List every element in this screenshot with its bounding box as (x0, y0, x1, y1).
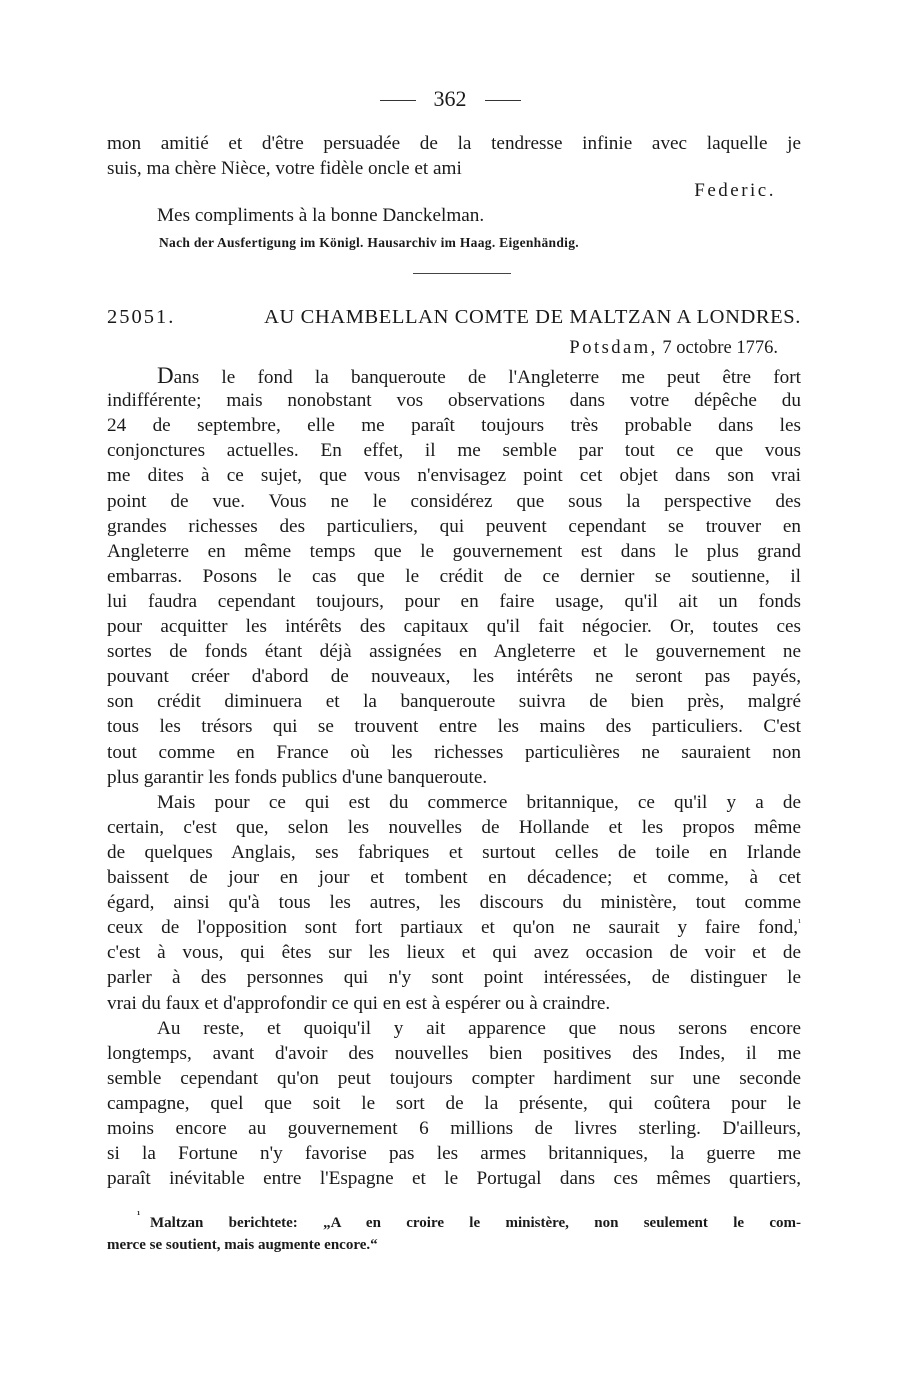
body-line: Angleterre en même temps que le gouvernement est dans le plus grand (107, 541, 801, 562)
continued-line-1: mon amitié et d'être persuadée de la tendresse infinie avec laquelle je (107, 133, 801, 154)
footnote-marker: ¹ (137, 1209, 141, 1221)
body-line: tout comme en France où les richesses particulières ne sauraient non (107, 742, 801, 763)
body-line: plus garantir les fonds publics d'une banqueroute. (107, 767, 488, 788)
letter-title: AU CHAMBELLAN COMTE DE MALTZAN A LONDRES. (264, 306, 801, 328)
page-number: 362 (433, 86, 467, 111)
body-line: pouvant créer d'abord de nouveaux, les intérêts ne seront pas payés, (107, 666, 801, 687)
continued-line-2: suis, ma chère Nièce, votre fidèle oncle et ami (107, 158, 462, 179)
body-line: semble cependant qu'on peut toujours compter hardiment sur une seconde (107, 1068, 801, 1089)
body-line: embarras. Posons le cas que le crédit de ce dernier se soutienne, il (107, 566, 801, 587)
body-line: si la Fortune n'y favorise pas les armes britanniques, la guerre me (107, 1143, 801, 1164)
place-date (569, 336, 778, 360)
letter-place: Potsdam, (569, 338, 658, 358)
footnote-line: Maltzan berichtete: „A en croire le ministère, non seulement le com- (150, 1215, 801, 1231)
body-line: certain, c'est que, selon les nouvelles de Hollande et les propos même (107, 817, 801, 838)
body-line: indifférente; mais nonobstant vos observations dans votre dépêche du (107, 390, 801, 411)
body-line: vrai du faux et d'approfondir ce qui en est à espérer ou à craindre. (107, 993, 611, 1014)
source-note: Nach der Ausfertigung im Königl. Hausarchiv im Haag. Eigenhändig. (159, 235, 579, 250)
page-number-header (0, 84, 900, 114)
body-line: Au reste, et quoiqu'il y ait apparence que nous serons encore (157, 1018, 801, 1039)
body-line: son crédit diminuera et la banqueroute suivra de bien près, malgré (107, 691, 801, 712)
body-line: campagne, quel que soit le sort de la présente, qui coûtera pour le (107, 1093, 801, 1114)
body-line: grandes richesses des particuliers, qui peuvent cependant se trouver en (107, 516, 801, 537)
body-line: de quelques Anglais, ses fabriques et surtout celles de toile en Irlande (107, 842, 801, 863)
signature: Federic. (694, 180, 776, 201)
section-separator (413, 273, 511, 274)
body-line: point de vue. Vous ne le considérez que sous la perspective des (107, 491, 801, 512)
body-line: c'est à vous, qui êtes sur les lieux et qui avez occasion de voir et de (107, 942, 801, 963)
body-line: paraît inévitable entre l'Espagne et le Portugal dans ces mêmes quartiers, (107, 1168, 801, 1189)
header-dash-right (485, 100, 521, 101)
body-line: 24 de septembre, elle me paraît toujours très probable dans les (107, 415, 801, 436)
initial-letter: D (157, 363, 174, 388)
body-line: parler à des personnes qui n'y sont point intéressées, de distinguer le (107, 967, 801, 988)
postscript: Mes compliments à la bonne Danckelman. (157, 205, 485, 226)
body-line: conjonctures actuelles. En effet, il me semble par tout ce que vous (107, 440, 801, 461)
letter-date: 7 octobre 1776. (662, 338, 778, 358)
body-line: Dans le fond la banqueroute de l'Angleterre me peut être fort (157, 363, 801, 388)
body-line: baissent de jour en jour et tombent en décadence; et comme, à cet (107, 867, 801, 888)
body-line: ceux de l'opposition sont fort partiaux et qu'on ne saurait y faire fond,$^{^1}$ (107, 917, 801, 938)
body-line: sortes de fonds étant déjà assignées en Angleterre et le gouvernement ne (107, 641, 801, 662)
body-line: Mais pour ce qui est du commerce britannique, ce qu'il y a de (157, 792, 801, 813)
body-line: pour acquitter les intérêts des capitaux qu'il fait négocier. Or, toutes ces (107, 616, 801, 637)
letter-number: 25051. (107, 306, 176, 328)
body-line: moins encore au gouvernement 6 millions de livres sterling. D'ailleurs, (107, 1118, 801, 1139)
body-line: me dites à ce sujet, que vous n'envisagez point cet objet dans son vrai (107, 465, 801, 486)
header-dash-left (380, 100, 416, 101)
letter-heading (107, 303, 801, 331)
body-line: tous les trésors qui se trouvent entre les mains des particuliers. C'est (107, 716, 801, 737)
body-line: longtemps, avant d'avoir des nouvelles bien positives des Indes, il me (107, 1043, 801, 1064)
body-line: lui faudra cependant toujours, pour en faire usage, qu'il ait un fonds (107, 591, 801, 612)
footnote-reference: ¹ (798, 917, 801, 929)
footnote-line: merce se soutient, mais augmente encore.“ (107, 1237, 378, 1253)
body-line: égard, ainsi qu'à tous les autres, les discours du ministère, tout comme (107, 892, 801, 913)
